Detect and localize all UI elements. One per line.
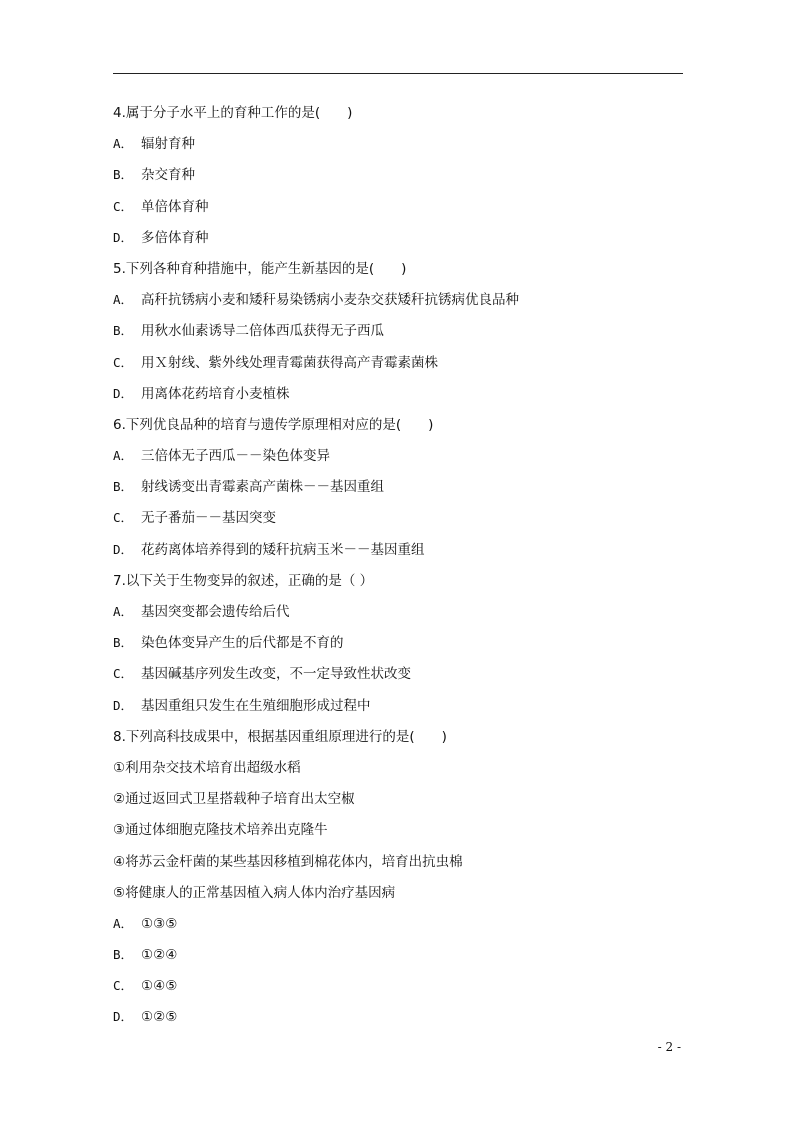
option-text: 染色体变异产生的后代都是不育的 xyxy=(141,635,344,652)
question-6-stem: 6.下列优良品种的培育与遗传学原理相对应的是( ) xyxy=(113,416,434,433)
option-letter: A． xyxy=(113,292,134,308)
page-content xyxy=(113,102,703,1038)
option-text: ①②④ xyxy=(141,947,178,964)
option-text: 基因重组只发生在生殖细胞形成过程中 xyxy=(141,697,371,714)
q8-option-b xyxy=(113,944,703,975)
option-letter: B． xyxy=(113,479,134,495)
question-5-stem: 5.下列各种育种措施中，能产生新基因的是( ) xyxy=(113,260,407,277)
q8-option-c xyxy=(113,975,703,1006)
option-text: ①③⑤ xyxy=(141,915,178,932)
q5-option-c xyxy=(113,352,703,383)
option-letter: C． xyxy=(113,978,134,994)
question-4-stem: 4.属于分子水平上的育种工作的是( ) xyxy=(113,105,353,121)
option-letter: C． xyxy=(113,666,134,682)
q7-option-a xyxy=(113,601,703,632)
q6-option-d xyxy=(113,539,703,570)
option-letter: D． xyxy=(113,385,134,401)
option-letter: B． xyxy=(113,167,134,183)
q5-option-d xyxy=(113,383,703,414)
option-letter: C． xyxy=(113,198,134,214)
page-number: - 2 - xyxy=(657,1040,681,1054)
option-text: 用离体花药培育小麦植株 xyxy=(141,385,290,402)
q5-option-b xyxy=(113,320,703,351)
q4-option-a xyxy=(113,133,703,164)
option-letter: C． xyxy=(113,510,134,526)
option-text: 三倍体无子西瓜－－染色体变异 xyxy=(141,448,330,465)
q7-option-d xyxy=(113,695,703,726)
option-text: 基因突变都会遗传给后代 xyxy=(141,604,290,620)
question-7-stem: 7.以下关于生物变异的叙述，正确的是（ ） xyxy=(113,572,374,589)
option-letter: D． xyxy=(113,1009,134,1025)
q6-option-a xyxy=(113,445,703,476)
q4-option-d xyxy=(113,227,703,258)
q4-option-c xyxy=(113,196,703,227)
option-text: 高秆抗锈病小麦和矮秆易染锈病小麦杂交获矮秆抗锈病优良品种 xyxy=(141,292,519,309)
option-text: 多倍体育种 xyxy=(141,229,209,246)
option-text: 基因碱基序列发生改变，不一定导致性状改变 xyxy=(141,666,411,683)
q7-option-c xyxy=(113,663,703,694)
question-8-stem: 8.下列高科技成果中，根据基因重组原理进行的是( ) xyxy=(113,728,447,745)
q8-item-3: ③通过体细胞克隆技术培养出克隆牛 xyxy=(113,822,328,839)
option-letter: D． xyxy=(113,229,134,245)
option-text: 用Ｘ射线、紫外线处理青霉菌获得高产青霉素菌株 xyxy=(141,354,438,371)
option-letter: B． xyxy=(113,947,134,963)
option-letter: A． xyxy=(113,136,134,152)
q8-item-2: ②通过返回式卫星搭载种子培育出太空椒 xyxy=(113,791,355,808)
q8-option-d xyxy=(113,1006,703,1037)
option-letter: D． xyxy=(113,541,134,557)
option-text: 杂交育种 xyxy=(141,167,195,184)
q8-item-5: ⑤将健康人的正常基因植入病人体内治疗基因病 xyxy=(113,884,396,901)
q5-option-a xyxy=(113,289,703,320)
q6-option-c xyxy=(113,507,703,538)
option-letter: B． xyxy=(113,323,134,339)
q8-item-4: ④将苏云金杆菌的某些基因移植到棉花体内，培育出抗虫棉 xyxy=(113,853,463,870)
option-letter: A． xyxy=(113,915,134,931)
option-text: 射线诱变出青霉素高产菌株－－基因重组 xyxy=(141,479,384,496)
header-rule xyxy=(113,73,683,74)
option-letter: C． xyxy=(113,354,134,370)
option-letter: B． xyxy=(113,635,134,651)
option-letter: D． xyxy=(113,697,134,713)
option-text: ①②⑤ xyxy=(141,1009,178,1026)
option-text: 无子番茄－－基因突变 xyxy=(141,510,276,527)
q8-item-1: ①利用杂交技术培育出超级水稻 xyxy=(113,759,301,776)
option-text: 花药离体培养得到的矮秆抗病玉米－－基因重组 xyxy=(141,541,425,558)
option-text: 用秋水仙素诱导二倍体西瓜获得无子西瓜 xyxy=(141,323,384,340)
q4-option-b xyxy=(113,164,703,195)
option-text: 辐射育种 xyxy=(141,136,195,153)
option-letter: A． xyxy=(113,448,134,464)
option-text: 单倍体育种 xyxy=(141,198,209,215)
option-letter: A． xyxy=(113,604,134,619)
q8-option-a xyxy=(113,913,703,944)
option-text: ①④⑤ xyxy=(141,978,178,995)
q6-option-b xyxy=(113,476,703,507)
q7-option-b xyxy=(113,632,703,663)
